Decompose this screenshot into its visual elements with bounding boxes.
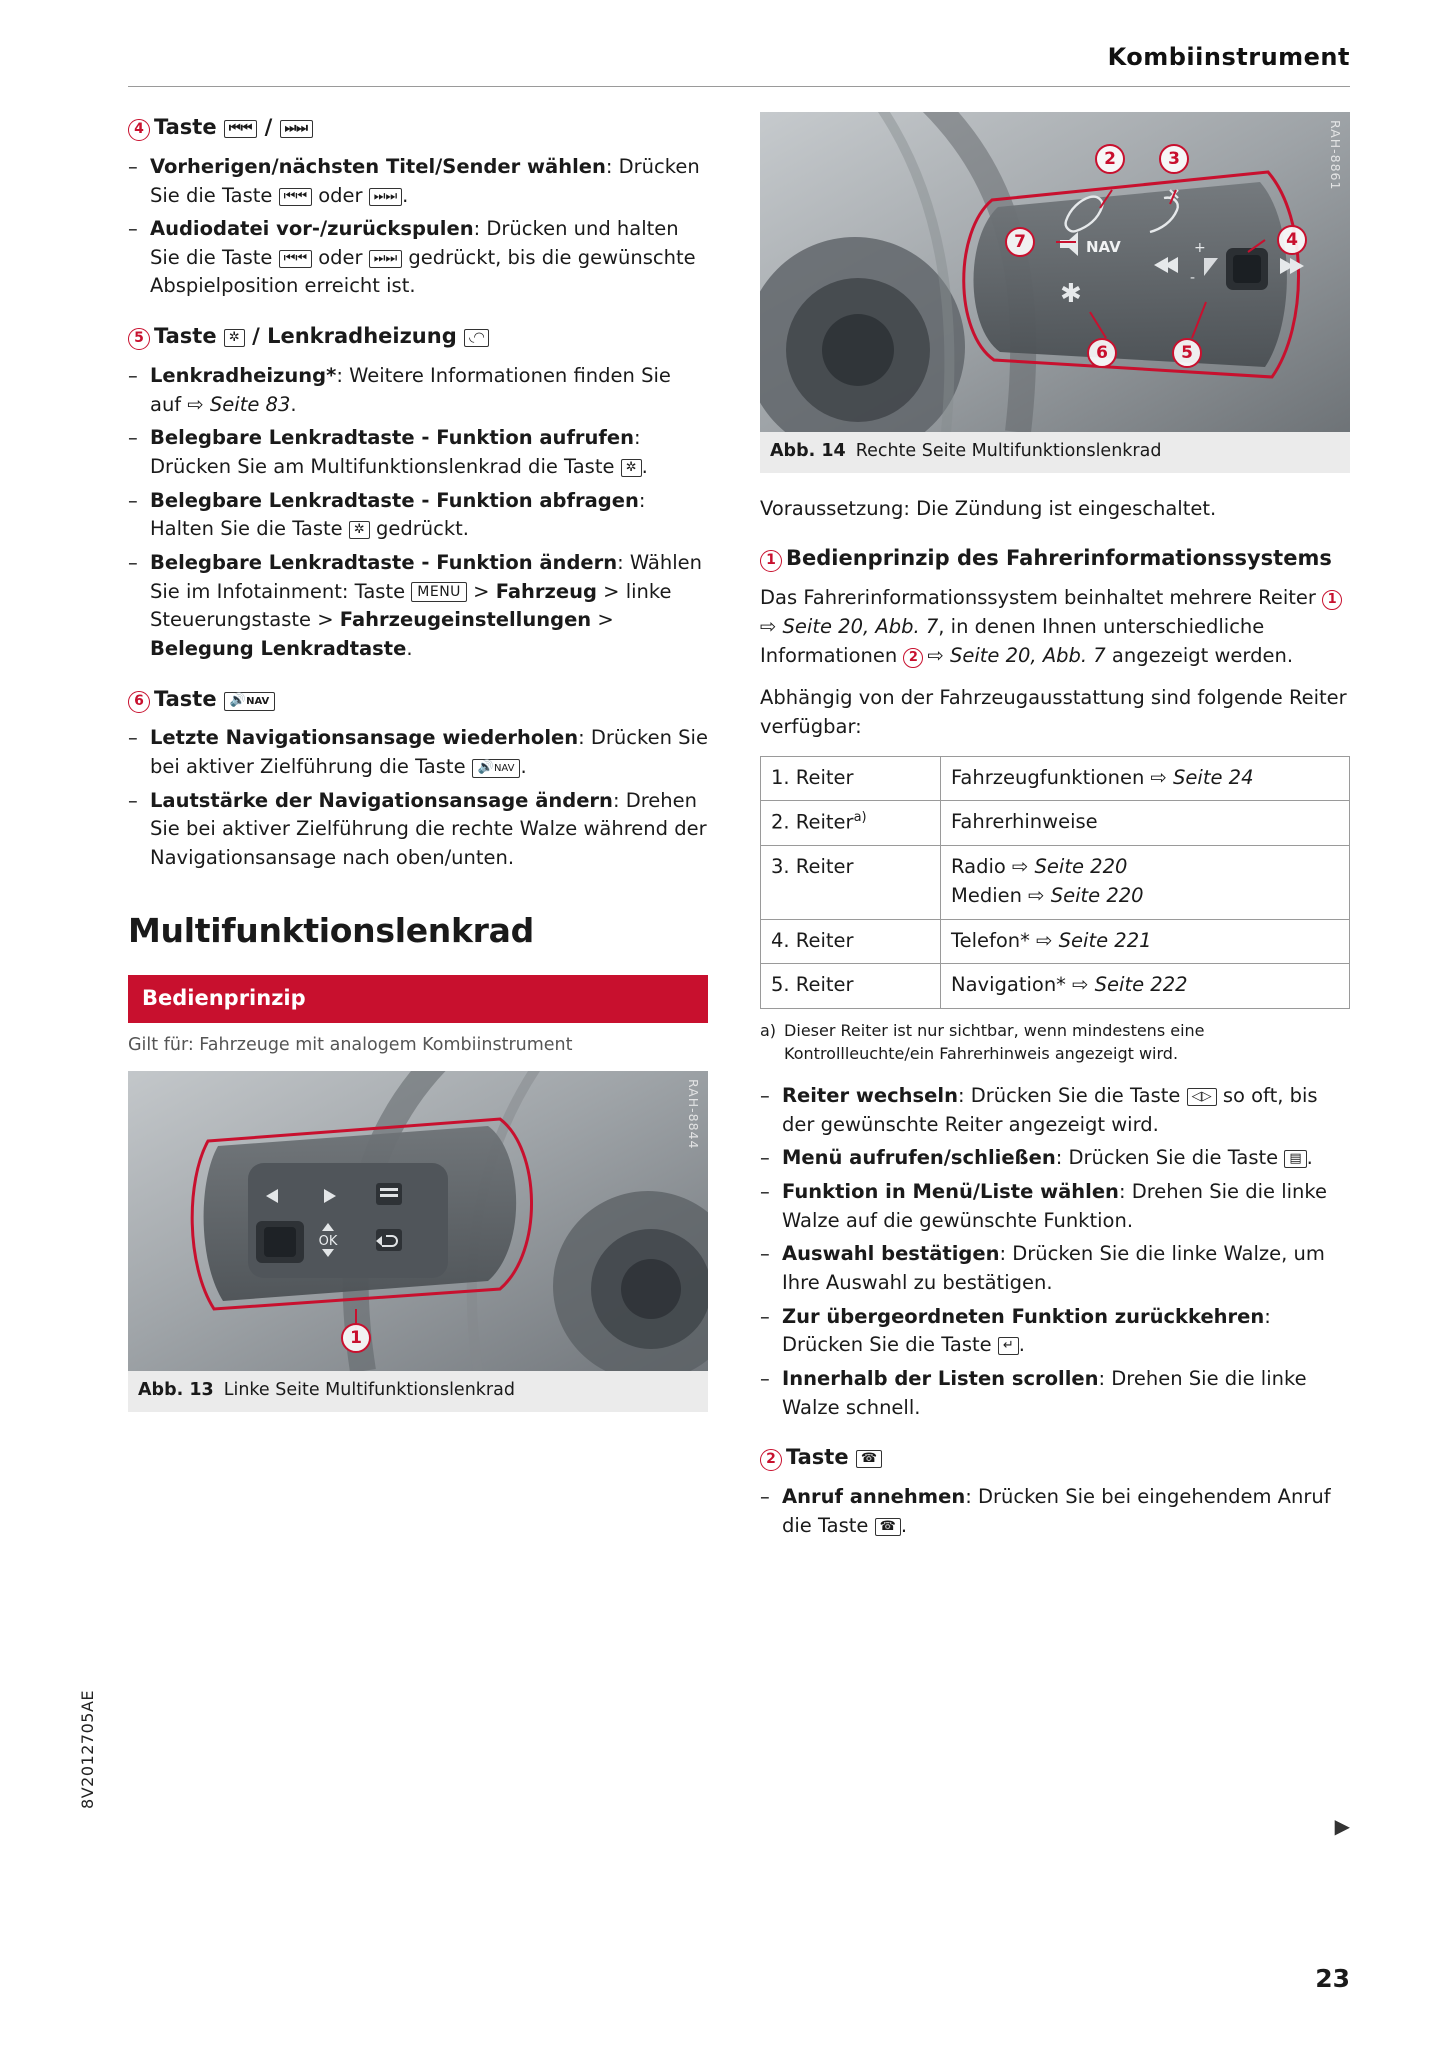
table-row [761,919,1350,964]
list-item: – Anruf annehmen: Drücken Sie bei eingehendem Anruf die Taste ☎ . [760,1485,1331,1537]
document-code: 8V2012705AE [78,1690,97,1809]
figure-callout-5: 5 [1172,338,1202,368]
para-1-part-a: Das Fahrerinformationssystem beinhaltet mehrere Reiter [760,586,1323,610]
steering-wheel-heating-icon: ◟◠ [464,329,489,347]
item-2-bullets [760,1483,1350,1540]
reiter-table [760,756,1350,1009]
item-4-heading [128,112,708,143]
figure-callout-2: 2 [1095,144,1125,174]
footnote-mark: a) [760,1020,777,1040]
figure-14-photo-code: RAH-8861 [1328,120,1343,191]
bullet-bold-label: Zur übergeordneten Funktion zurückkehren [782,1304,1265,1328]
item-5-bullets [128,362,708,664]
figure-13-image [128,1071,708,1371]
next-track-icon: ⏭⏭ [369,188,402,206]
list-item: – Belegbare Lenkradtaste - Funktion ändern: Wählen Sie im Infotainment: Taste MENU > Fahrzeug > linke Steuerungstaste > Fahrzeugeinstellungen > Belegung Lenkradtaste. [128,550,703,660]
bullet-bold-label: Auswahl bestätigen [782,1242,1000,1266]
figure-13-caption [128,1371,708,1412]
page-number: 23 [1315,1964,1350,1994]
bullet-bold-label: Audiodatei vor-/zurückspulen [150,217,474,241]
table-cell-reiter: 2. Reiter$^{a)}$ [761,801,941,846]
bullet-bold-label: Letzte Navigationsansage wiederholen [150,726,579,750]
table-cell-reiter: 4. Reiter [761,919,941,964]
figure-13 [128,1071,708,1412]
item-2-heading [760,1442,1350,1473]
table-cell-function: Fahrzeugfunktionen ⇨ Seite 24 [941,756,1350,801]
callout-number-5: 5 [128,328,150,350]
table-cell-reiter: 5. Reiter [761,964,941,1009]
list-item: – Audiodatei vor-/zurückspulen: Drücken und halten Sie die Taste ⏮⏮ oder ⏭⏭ gedrückt, bis die gewünschte Abspielposition erreicht ist. [128,217,696,298]
figure-14-caption-label: Abb. 14 [770,441,846,461]
list-item: – Letzte Navigationsansage wiederholen: Drücken Sie bei aktiver Zielführung die Taste 🔊NAV . [128,726,708,779]
subsection-banner: Bedienprinzip [128,975,708,1023]
bullet-bold-label: Reiter wechseln [782,1083,958,1107]
item-6-title: Taste [154,686,217,711]
footnote-text: Dieser Reiter ist nur sichtbar, wenn mindestens eine Kontrollleuchte/ein Fahrerhinweis angezeigt wird. [784,1020,1205,1064]
figure-13-photo-code: RAH-8844 [686,1078,701,1150]
figure-callout-4: 4 [1277,225,1307,255]
item-5-title: Taste [154,324,217,349]
svg-text:+: + [1194,240,1206,256]
svg-text:✱: ✱ [1060,279,1082,309]
table-cell-function: Telefon* ⇨ Seite 221 [941,919,1350,964]
bullet-bold-label: Anruf annehmen [782,1485,966,1509]
figure-13-caption-label: Abb. 13 [138,1379,214,1400]
prev-track-icon: ⏮⏮ [224,120,257,138]
table-cell-reiter: 1. Reiter [761,756,941,801]
page-title: Kombiinstrument [1107,43,1350,71]
back-icon: ↵ [998,1337,1019,1355]
item-1-paragraph-1 [760,584,1350,670]
item-4-bullets [128,153,708,301]
star-key-icon: ✲ [621,459,642,477]
figure-callout-7: 7 [1005,227,1035,257]
menu-key: MENU [411,582,467,602]
applies-to-text: Gilt für: Fahrzeuge mit analogem Kombiinstrument [128,1035,573,1056]
right-column [760,112,1350,1545]
inline-callout-1: 1 [1322,590,1342,610]
table-cell-reiter: 3. Reiter [761,846,941,919]
figure-callout-6: 6 [1087,338,1117,368]
svg-text:OK: OK [318,1233,338,1249]
list-item: – Innerhalb der Listen scrollen: Drehen Sie die linke Walze schnell. [760,1366,1307,1419]
item-5-separator: / Lenkradheizung [252,324,457,349]
figure-callout-1: 1 [341,1323,371,1353]
item-6-bullets [128,724,708,872]
continuation-arrow: ▶ [1334,1814,1350,1838]
para-1-ref-1: ⇨ Seite 20, Abb. 7 [760,614,939,638]
figure-14-image [760,112,1350,432]
precondition-text: Voraussetzung: Die Zündung ist eingeschaltet. [760,496,1217,520]
steering-wheel-left-illustration [128,1071,708,1371]
callout-number-2: 2 [760,1449,782,1471]
phone-icon: ☎ [856,1450,882,1468]
nav-announcement-icon: 🔊NAV [472,759,521,778]
para-1-part-c: angezeigt werden. [1105,643,1294,667]
section-heading: Multifunktionslenkrad [128,910,534,950]
prev-track-icon: ⏮⏮ [279,188,312,206]
bullet-bold-label: Belegbare Lenkradtaste - Funktion aufrufen [150,426,635,450]
star-key-icon: ✲ [349,521,370,539]
callout-number-4: 4 [128,119,150,141]
bullet-bold-label: Menü aufrufen/schließen [782,1146,1056,1170]
list-item: – Menü aufrufen/schließen: Drücken Sie die Taste ▤ . [760,1146,1313,1170]
item-4-separator: / [264,115,273,139]
item-1-paragraph-2: Abhängig von der Fahrzeugausstattung sind folgende Reiter verfügbar: [760,686,1347,738]
table-cell-function: Navigation* ⇨ Seite 222 [941,964,1350,1009]
inline-callout-2: 2 [903,648,923,668]
figure-14 [760,112,1350,473]
menu-icon: ▤ [1284,1150,1306,1168]
table-row [761,846,1350,919]
steering-wheel-right-illustration [760,112,1350,432]
table-row [761,756,1350,801]
list-item: – Vorherigen/nächsten Titel/Sender wählen: Drücken Sie die Taste ⏮⏮ oder ⏭⏭ . [128,154,700,207]
figure-callout-3: 3 [1159,144,1189,174]
operating-bullets [760,1082,1350,1422]
callout-number-1: 1 [760,550,782,572]
bullet-bold-label: Funktion in Menü/Liste wählen [782,1179,1119,1203]
nav-announcement-icon: 🔊NAV [224,692,275,711]
figure-14-caption-text: Rechte Seite Multifunktionslenkrad [855,441,1162,461]
next-track-icon: ⏭⏭ [280,120,313,138]
bullet-bold-label: Lenkradheizung* [150,364,337,387]
para-1-part-b: , in denen Ihnen unterschiedliche Informationen [760,614,1265,667]
item-5-heading [128,321,708,352]
left-column [128,112,708,1412]
prev-track-icon: ⏮⏮ [279,250,312,268]
list-item: – Belegbare Lenkradtaste - Funktion aufrufen: Drücken Sie am Multifunktionslenkrad die Taste ✲ . [128,426,648,478]
table-cell-function: Radio ⇨ Seite 220 Medien ⇨ Seite 220 [941,846,1350,919]
bullet-bold-label: Lautstärke der Navigationsansage ändern [150,788,613,812]
bullet-bold-label: Belegbare Lenkradtaste - Funktion abfragen [150,488,639,512]
item-1-title: Bedienprinzip des Fahrerinformationssystems [786,546,1332,571]
list-item: – Belegbare Lenkradtaste - Funktion abfragen: Halten Sie die Taste ✲ gedrückt. [128,488,646,541]
phone-icon: ☎ [875,1518,901,1536]
table-row [761,801,1350,846]
list-item: – Funktion in Menü/Liste wählen: Drehen Sie die linke Walze auf die gewünschte Funktion. [760,1179,1327,1232]
bullet-bold-label: Innerhalb der Listen scrollen [782,1366,1099,1390]
item-2-title: Taste [786,1445,849,1470]
svg-text:-: - [1190,270,1196,286]
item-6-heading [128,684,708,715]
item-1-heading [760,543,1350,574]
next-track-icon: ⏭⏭ [369,250,402,268]
header-divider [128,86,1350,87]
svg-text:NAV: NAV [1086,238,1121,256]
figure-13-caption-text: Linke Seite Multifunktionslenkrad [223,1379,515,1400]
list-item: – Lenkradheizung*: Weitere Informationen finden Sie auf ⇨ Seite 83. [128,364,671,416]
list-item: – Lautstärke der Navigationsansage ändern: Drehen Sie bei aktiver Zielführung die rechte Walze während der Navigationsansage nach oben/unten. [128,788,707,870]
table-row [761,964,1350,1009]
figure-14-caption [760,432,1350,473]
tab-switch-icon: ◁▷ [1187,1088,1217,1106]
callout-number-6: 6 [128,691,150,713]
list-item: – Reiter wechseln: Drücken Sie die Taste ◁▷ so oft, bis der gewünschte Reiter angezeigt wird. [760,1083,1318,1136]
table-footnote [760,1019,1350,1066]
bullet-bold-label: Belegbare Lenkradtaste - Funktion ändern [150,550,618,574]
star-key-icon: ✲ [224,329,245,347]
para-1-ref-2: ⇨ Seite 20, Abb. 7 [927,643,1106,667]
item-4-title: Taste [154,115,217,139]
list-item: – Auswahl bestätigen: Drücken Sie die linke Walze, um Ihre Auswahl zu bestätigen. [760,1242,1325,1294]
table-cell-function: Fahrerhinweise [941,801,1350,846]
bullet-bold-label: Vorherigen/nächsten Titel/Sender wählen [150,154,606,178]
list-item: – Zur übergeordneten Funktion zurückkehren: Drücken Sie die Taste ↵ . [760,1304,1271,1357]
